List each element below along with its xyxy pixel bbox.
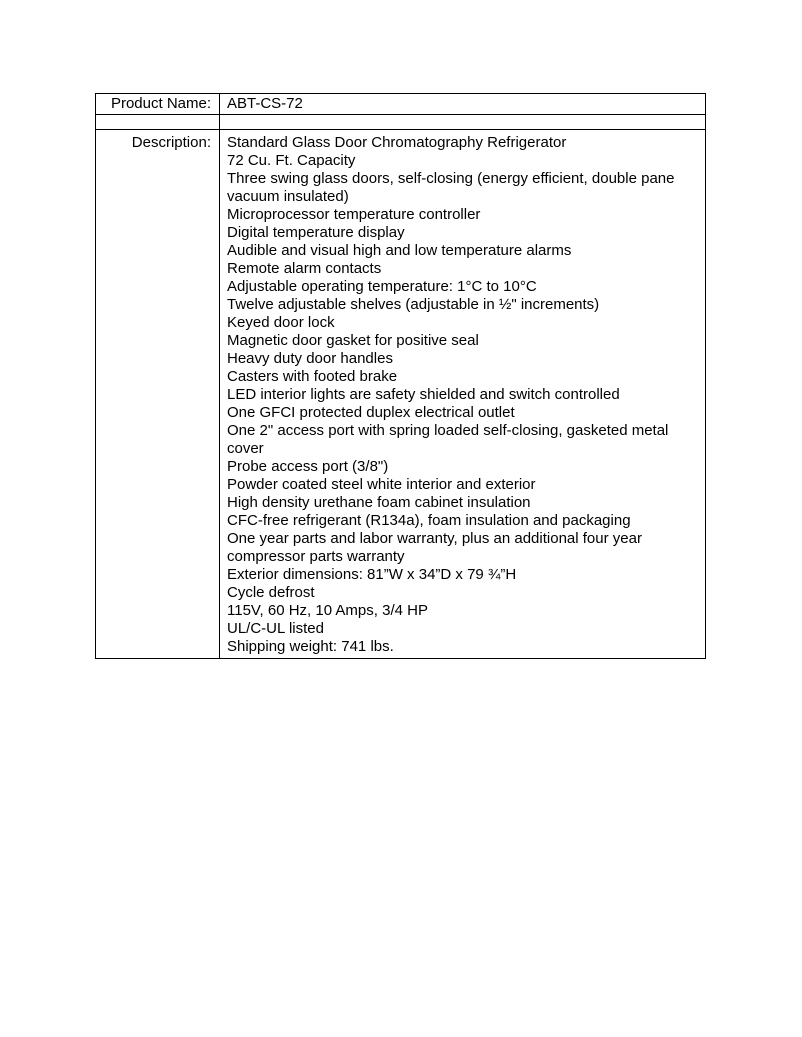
description-line: Microprocessor temperature controller [227,206,481,223]
description-line: Casters with footed brake [227,368,398,385]
description-line: Heavy duty door handles [227,350,393,367]
description-line: 72 Cu. Ft. Capacity [227,152,356,169]
description-line: Remote alarm contacts [227,260,382,277]
description-line: Probe access port (3/8") [227,458,389,475]
spacer-row [96,115,705,130]
description-line: Keyed door lock [227,314,335,331]
description-line: One 2" access port with spring loaded self-closing, gasketed metal cover [227,422,669,457]
product-name-row [96,94,705,115]
spacer-label-cell [96,115,220,129]
description-line: Audible and visual high and low temperature alarms [227,242,572,259]
spacer-value-cell [220,115,705,129]
description-line: Twelve adjustable shelves (adjustable in ½" increments) [227,296,600,313]
description-line: Powder coated steel white interior and exterior [227,476,536,493]
description-row [96,130,705,658]
description-lines [220,130,705,658]
description-line: 115V, 60 Hz, 10 Amps, 3/4 HP [227,602,428,619]
description-line: Digital temperature display [227,224,405,241]
description-line: Cycle defrost [227,584,315,601]
spec-table [95,93,706,659]
description-label: Description: [96,130,220,658]
description-line: Standard Glass Door Chromatography Refrigerator [227,134,567,151]
description-line: High density urethane foam cabinet insulation [227,494,531,511]
description-line: Adjustable operating temperature: 1°C to 10°C [227,278,537,295]
description-line: Three swing glass doors, self-closing (energy efficient, double pane vacuum insulated) [227,170,675,205]
description-line: Shipping weight: 741 lbs. [227,638,394,655]
description-line: CFC-free refrigerant (R134a), foam insulation and packaging [227,512,631,529]
description-line: LED interior lights are safety shielded and switch controlled [227,386,620,403]
description-line: One GFCI protected duplex electrical outlet [227,404,515,421]
description-line: Exterior dimensions: 81”W x 34”D x 79 ¾”H [227,566,517,583]
description-line: One year parts and labor warranty, plus an additional four year compressor parts warranty [227,530,642,565]
description-line: Magnetic door gasket for positive seal [227,332,479,349]
product-name-label: Product Name: [96,94,220,114]
description-line: UL/C-UL listed [227,620,324,637]
product-name-value: ABT-CS-72 [227,95,303,112]
